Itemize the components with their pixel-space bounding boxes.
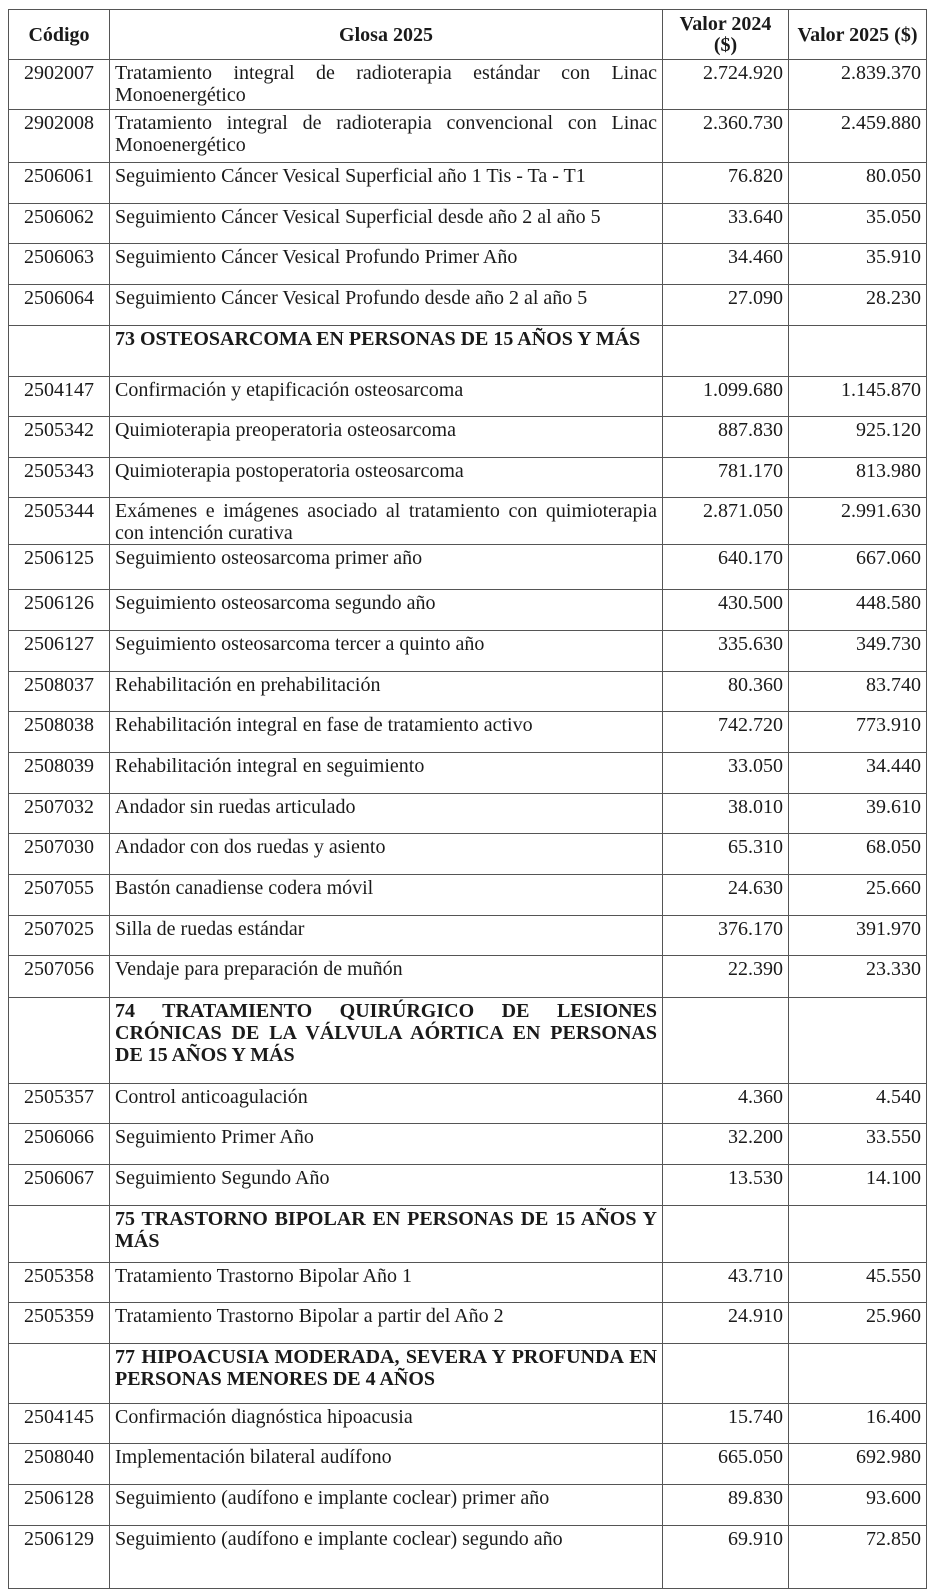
cell-code: 2507025 [9,916,110,956]
cell-valor-2025: 692.980 [789,1444,927,1485]
cell-glosa: Andador sin ruedas articulado [110,794,663,834]
table-row [9,916,927,956]
cell-valor-2024: 1.099.680 [663,377,789,417]
cell-code: 2507030 [9,834,110,875]
cell-valor-2025: 72.850 [789,1526,927,1589]
cell-valor-2024 [663,1206,789,1263]
cell-valor-2024: 27.090 [663,285,789,326]
section-row [9,998,927,1084]
cell-glosa: Seguimiento Cáncer Vesical Superficial desde año 2 al año 5 [110,204,663,244]
section-row [9,1206,927,1263]
cell-code: 2507055 [9,875,110,916]
cell-valor-2025: 39.610 [789,794,927,834]
cell-glosa: Tratamiento Trastorno Bipolar a partir del Año 2 [110,1303,663,1344]
cell-valor-2024: 80.360 [663,672,789,712]
table-row [9,1165,927,1206]
section-title: 73 OSTEOSARCOMA EN PERSONAS DE 15 AÑOS Y MÁS [110,326,663,377]
cell-valor-2024: 33.640 [663,204,789,244]
table-row [9,1444,927,1485]
header-code: Código [9,10,110,60]
cell-valor-2024: 4.360 [663,1084,789,1124]
cell-code: 2506128 [9,1485,110,1526]
cell-code: 2506067 [9,1165,110,1206]
cell-valor-2025: 14.100 [789,1165,927,1206]
cell-code: 2507056 [9,956,110,998]
cell-valor-2025: 83.740 [789,672,927,712]
cell-valor-2024: 65.310 [663,834,789,875]
section-title: 75 TRASTORNO BIPOLAR EN PERSONAS DE 15 AÑOS Y MÁS [110,1206,663,1263]
table-row [9,834,927,875]
cell-valor-2024: 22.390 [663,956,789,998]
cell-valor-2025 [789,998,927,1084]
cell-glosa: Seguimiento osteosarcoma segundo año [110,590,663,631]
cell-valor-2025: 80.050 [789,163,927,204]
cell-valor-2025: 349.730 [789,631,927,672]
cell-valor-2025: 93.600 [789,1485,927,1526]
cell-glosa: Seguimiento Segundo Año [110,1165,663,1206]
header-valor-2024: Valor 2024 ($) [663,10,789,60]
cell-valor-2024: 640.170 [663,545,789,590]
table-row [9,163,927,204]
cell-valor-2025: 4.540 [789,1084,927,1124]
cell-glosa: Bastón canadiense codera móvil [110,875,663,916]
cell-glosa: Implementación bilateral audífono [110,1444,663,1485]
header-valor-2025: Valor 2025 ($) [789,10,927,60]
cell-glosa: Control anticoagulación [110,1084,663,1124]
cell-code: 2506066 [9,1124,110,1165]
cell-code: 2902007 [9,60,110,110]
cell-valor-2025: 813.980 [789,458,927,498]
cell-valor-2024: 34.460 [663,244,789,285]
cell-valor-2025: 2.839.370 [789,60,927,110]
cell-valor-2024: 69.910 [663,1526,789,1589]
cell-code: 2505357 [9,1084,110,1124]
table-row [9,672,927,712]
table-row [9,1303,927,1344]
cell-glosa: Andador con dos ruedas y asiento [110,834,663,875]
cell-valor-2025: 68.050 [789,834,927,875]
table-row [9,1263,927,1303]
table-row [9,712,927,753]
cell-code: 2507032 [9,794,110,834]
table-row [9,377,927,417]
cell-valor-2025: 667.060 [789,545,927,590]
cell-valor-2025: 35.910 [789,244,927,285]
table-row [9,110,927,163]
cell-valor-2025: 35.050 [789,204,927,244]
cell-code: 2508037 [9,672,110,712]
cell-glosa: Seguimiento (audífono e implante coclear) primer año [110,1485,663,1526]
cell-valor-2024: 781.170 [663,458,789,498]
table-row [9,1526,927,1589]
cell-valor-2024: 76.820 [663,163,789,204]
cell-valor-2025: 16.400 [789,1404,927,1444]
cell-glosa: Quimioterapia preoperatoria osteosarcoma [110,417,663,458]
cell-code: 2505358 [9,1263,110,1303]
cell-valor-2025: 391.970 [789,916,927,956]
cell-code [9,1344,110,1404]
cell-glosa: Seguimiento Cáncer Vesical Profundo Primer Año [110,244,663,285]
cell-valor-2025: 45.550 [789,1263,927,1303]
section-row [9,1344,927,1404]
cell-code: 2504145 [9,1404,110,1444]
cell-code [9,1206,110,1263]
table-row [9,1485,927,1526]
cell-code: 2505343 [9,458,110,498]
cell-code [9,326,110,377]
cell-valor-2024: 33.050 [663,753,789,794]
cell-valor-2024: 24.910 [663,1303,789,1344]
section-title: 74 TRATAMIENTO QUIRÚRGICO DE LESIONES CRÓNICAS DE LA VÁLVULA AÓRTICA EN PERSONAS DE 15 AÑOS Y MÁS [110,998,663,1084]
cell-valor-2025: 2.991.630 [789,498,927,545]
section-row [9,326,927,377]
cell-glosa: Seguimiento (audífono e implante coclear) segundo año [110,1526,663,1589]
cell-valor-2024: 742.720 [663,712,789,753]
cell-glosa: Vendaje para preparación de muñón [110,956,663,998]
cell-glosa: Quimioterapia postoperatoria osteosarcoma [110,458,663,498]
cell-glosa: Rehabilitación integral en seguimiento [110,753,663,794]
cell-glosa: Tratamiento integral de radioterapia convencional con Linac Monoenergético [110,110,663,163]
cell-code: 2506063 [9,244,110,285]
cell-valor-2025 [789,1344,927,1404]
cell-glosa: Seguimiento Primer Año [110,1124,663,1165]
cell-valor-2024 [663,1344,789,1404]
tariff-table [8,9,927,1589]
cell-code: 2506062 [9,204,110,244]
cell-glosa: Seguimiento osteosarcoma tercer a quinto año [110,631,663,672]
cell-valor-2024: 38.010 [663,794,789,834]
cell-glosa: Tratamiento Trastorno Bipolar Año 1 [110,1263,663,1303]
table-row [9,1404,927,1444]
cell-code: 2508039 [9,753,110,794]
cell-glosa: Rehabilitación integral en fase de tratamiento activo [110,712,663,753]
cell-valor-2024: 2.871.050 [663,498,789,545]
table-row [9,60,927,110]
cell-code: 2508038 [9,712,110,753]
table-row [9,753,927,794]
cell-valor-2024: 335.630 [663,631,789,672]
table-row [9,956,927,998]
cell-valor-2025: 25.960 [789,1303,927,1344]
cell-glosa: Rehabilitación en prehabilitación [110,672,663,712]
table-row [9,1124,927,1165]
cell-valor-2025: 2.459.880 [789,110,927,163]
cell-valor-2024 [663,326,789,377]
table-row [9,458,927,498]
cell-code: 2506125 [9,545,110,590]
section-title: 77 HIPOACUSIA MODERADA, SEVERA Y PROFUNDA EN PERSONAS MENORES DE 4 AÑOS [110,1344,663,1404]
cell-valor-2025: 448.580 [789,590,927,631]
cell-valor-2025: 773.910 [789,712,927,753]
table-row [9,204,927,244]
cell-glosa: Tratamiento integral de radioterapia estándar con Linac Monoenergético [110,60,663,110]
table-row [9,285,927,326]
cell-valor-2025: 33.550 [789,1124,927,1165]
cell-valor-2024: 887.830 [663,417,789,458]
cell-valor-2025: 925.120 [789,417,927,458]
cell-glosa: Seguimiento Cáncer Vesical Profundo desde año 2 al año 5 [110,285,663,326]
cell-valor-2025: 25.660 [789,875,927,916]
cell-valor-2024: 13.530 [663,1165,789,1206]
table-body [9,60,927,1589]
cell-valor-2025: 28.230 [789,285,927,326]
table-row [9,1084,927,1124]
cell-valor-2025 [789,1206,927,1263]
cell-valor-2025: 23.330 [789,956,927,998]
table-row [9,590,927,631]
cell-valor-2025: 1.145.870 [789,377,927,417]
table-row [9,875,927,916]
cell-code [9,998,110,1084]
cell-code: 2506061 [9,163,110,204]
cell-glosa: Confirmación diagnóstica hipoacusia [110,1404,663,1444]
cell-code: 2505342 [9,417,110,458]
cell-code: 2902008 [9,110,110,163]
cell-valor-2024: 2.360.730 [663,110,789,163]
cell-valor-2024: 43.710 [663,1263,789,1303]
cell-code: 2505359 [9,1303,110,1344]
cell-code: 2508040 [9,1444,110,1485]
cell-valor-2024 [663,998,789,1084]
cell-code: 2506126 [9,590,110,631]
cell-valor-2024: 24.630 [663,875,789,916]
cell-glosa: Seguimiento Cáncer Vesical Superficial año 1 Tis - Ta - T1 [110,163,663,204]
table-row [9,631,927,672]
cell-valor-2024: 430.500 [663,590,789,631]
header-glosa: Glosa 2025 [110,10,663,60]
cell-valor-2024: 376.170 [663,916,789,956]
table-row [9,498,927,545]
table-row [9,545,927,590]
cell-code: 2506127 [9,631,110,672]
table-row [9,244,927,285]
cell-valor-2024: 15.740 [663,1404,789,1444]
table-row [9,417,927,458]
cell-code: 2504147 [9,377,110,417]
cell-glosa: Exámenes e imágenes asociado al tratamiento con quimioterapia con intención curativa [110,498,663,545]
cell-glosa: Confirmación y etapificación osteosarcoma [110,377,663,417]
cell-code: 2505344 [9,498,110,545]
cell-glosa: Seguimiento osteosarcoma primer año [110,545,663,590]
cell-valor-2024: 2.724.920 [663,60,789,110]
cell-valor-2024: 32.200 [663,1124,789,1165]
cell-code: 2506064 [9,285,110,326]
cell-valor-2024: 665.050 [663,1444,789,1485]
header-row [9,10,927,60]
cell-valor-2024: 89.830 [663,1485,789,1526]
cell-glosa: Silla de ruedas estándar [110,916,663,956]
table-row [9,794,927,834]
cell-valor-2025: 34.440 [789,753,927,794]
cell-code: 2506129 [9,1526,110,1589]
cell-valor-2025 [789,326,927,377]
